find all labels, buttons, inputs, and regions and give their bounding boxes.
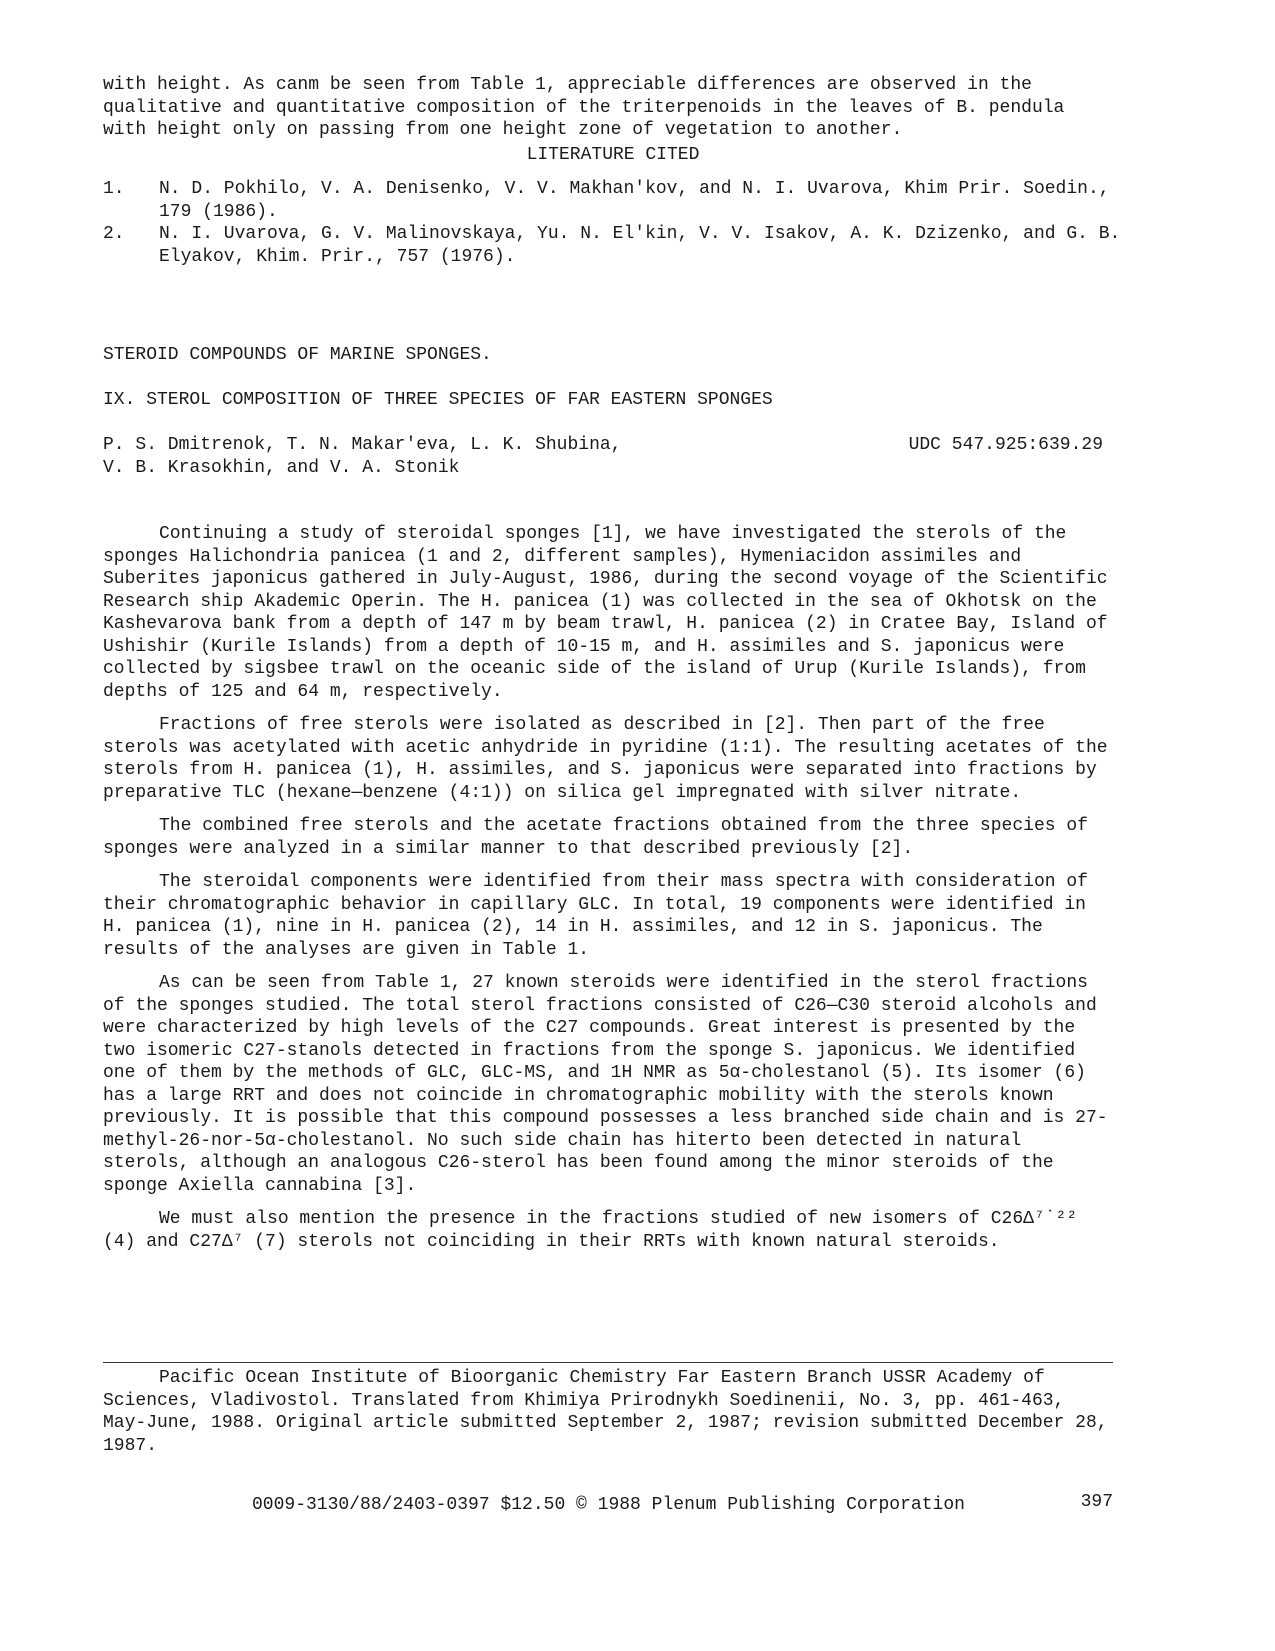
authors [103, 434, 703, 479]
article-title-series: STEROID COMPOUNDS OF MARINE SPONGES. [103, 345, 492, 365]
body-paragraph: The combined free sterols and the acetate fractions obtained from the three species of sponges were analyzed in a similar manner to that described previously [2]. [103, 816, 1088, 859]
literature-heading: LITERATURE CITED [526, 144, 700, 165]
footnote: Pacific Ocean Institute of Bioorganic Chemistry Far Eastern Branch USSR Academy of Sciences, Vladivostol. Translated from Khimiya Prirodnykh Soedinenii, No. 3, pp. 461-463, May-June, 1988. Original article submitted September 2, 1987; revision submitted December 28, 1987. [103, 1368, 1108, 1456]
body-paragraph: As can be seen from Table 1, 27 known steroids were identified in the sterol fractions of the sponges studied. The total sterol fractions consisted of C26—C30 steroid alcohols and were characterized by high levels of the C27 compounds. Great interest is presented by the two isomeric C27-stanols detected in fractions from the sponge S. japonicus. We identified one of them by the methods of GLC, GLC-MS, and 1H NMR as 5α-cholestanol (5). Its isomer (6) has a large RRT and does not coincide in chromatographic mobility with the sterols known previously. It is possible that this compound possesses a less branched side chain and is 27-methyl-26-nor-5α-cholestanol. No such side chain has hiterto been detected in natural sterols, although an analogous C26-sterol has been found among the minor steroids of the sponge Axiella cannabina [3]. [103, 973, 1108, 1196]
article-body [103, 523, 1108, 1264]
reference-list [103, 178, 1123, 268]
intro-line: with height only on passing from one height zone of vegetation to another. [103, 120, 903, 140]
udc-code: UDC 547.925:639.29 [908, 435, 1103, 455]
reference-number: 1. [103, 179, 125, 199]
reference-item [103, 223, 1123, 268]
body-paragraph: Continuing a study of steroidal sponges [1], we have investigated the sterols of the sponges Halichondria panicea (1 and 2, different samples), Hymeniacidon assimiles and Suberites japonicus gathered in July-August, 1986, during the second voyage of the Scientific Research ship Akademic Operin. The H. panicea (1) was collected in the sea of Okhotsk on the Kashevarova bank from a depth of 147 m by beam trawl, H. panicea (2) in Cratee Bay, Island of Ushishir (Kurile Islands) from a depth of 10-15 m, and H. assimiles and S. japonicus were collected by sigsbee trawl on the oceanic side of the island of Urup (Kurile Islands), from depths of 125 and 64 m, respectively. [103, 524, 1108, 702]
reference-text: N. D. Pokhilo, V. A. Denisenko, V. V. Makhan'kov, and N. I. Uvarova, Khim Prir. Soedin., 179 (1986). [159, 179, 1110, 222]
intro-line: qualitative and quantitative composition of the triterpenoids in the leaves of B. pendula [103, 97, 1065, 118]
intro-line: with height. As canm be seen from Table 1, appreciable differences are observed in the [103, 75, 1032, 95]
authors-line: V. B. Krasokhin, and V. A. Stonik [103, 457, 460, 478]
reference-number: 2. [103, 224, 125, 244]
document-page [103, 74, 1123, 1515]
page-number: 397 [1080, 1492, 1113, 1512]
reference-text: N. I. Uvarova, G. V. Malinovskaya, Yu. N. El'kin, V. V. Isakov, A. K. Dzizenko, and G. B. Elyakov, Khim. Prir., 757 (1976). [159, 224, 1121, 267]
intro-text [103, 74, 1123, 142]
article-title: IX. STEROL COMPOSITION OF THREE SPECIES OF FAR EASTERN SPONGES [103, 390, 773, 410]
body-paragraph: We must also mention the presence in the fractions studied of new isomers of C26Δ⁷˙²² (4) and C27Δ⁷ (7) sterols not coinciding in their RRTs with known natural steroids. [103, 1209, 1078, 1252]
authors-line: P. S. Dmitrenok, T. N. Makar'eva, L. K. Shubina, [103, 435, 622, 455]
reference-item [103, 178, 1123, 223]
footnote-divider [103, 1362, 1113, 1363]
body-paragraph: Fractions of free sterols were isolated as described in [2]. Then part of the free sterols was acetylated with acetic anhydride in pyridine (1:1). The resulting acetates of the sterols from H. panicea (1), H. assimiles, and S. japonicus were separated into fractions by preparative TLC (hexane—benzene (4:1)) on silica gel impregnated with silver nitrate. [103, 715, 1108, 803]
body-paragraph: The steroidal components were identified from their mass spectra with consideration of their chromatographic behavior in capillary GLC. In total, 19 components were identified in H. panicea (1), nine in H. panicea (2), 14 in H. assimiles, and 12 in S. japonicus. The results of the analyses are given in Table 1. [103, 872, 1088, 960]
copyright-line: 0009-3130/88/2403-0397 $12.50 © 1988 Plenum Publishing Corporation [252, 1495, 965, 1515]
